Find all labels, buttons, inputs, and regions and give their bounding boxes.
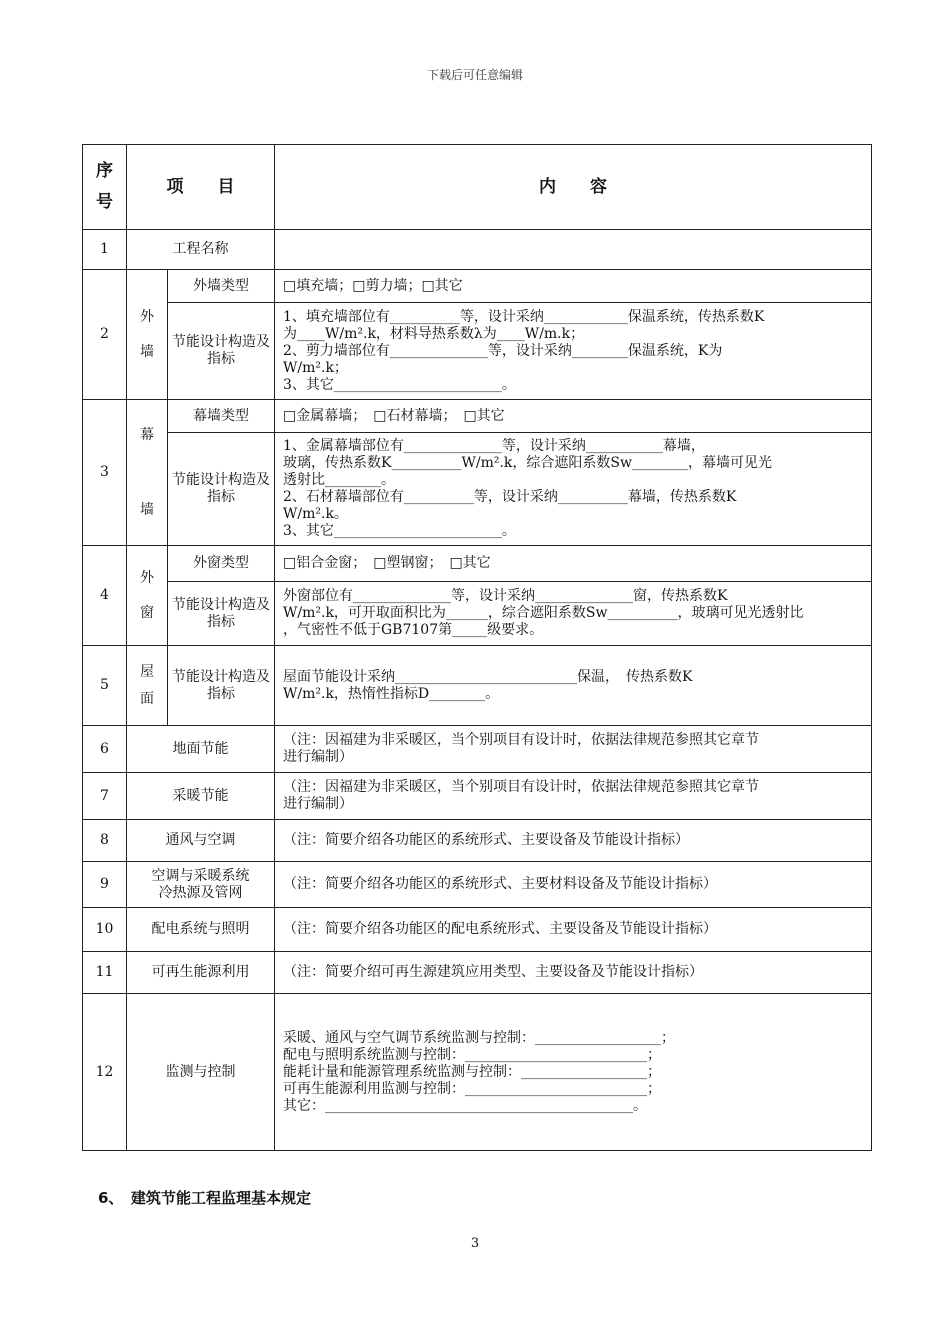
row-sub-label: 幕墙类型 [168,400,275,433]
table-row [83,433,872,546]
row-sub-label: 节能设计构造及指标 [168,433,275,546]
table-row [83,230,872,270]
row-item-label: 可再生能源利用 [127,952,275,994]
row-item-label: 地面节能 [127,726,275,773]
row-design-content: 屋面节能设计采纳__________________________保温， 传热系数K W/m².k，热惰性指标D________。 [275,646,872,726]
row-number: 12 [83,994,127,1151]
table-row [83,773,872,820]
table-row [83,303,872,400]
row-group-label: 幕 墙 [127,400,168,546]
wall-type-options: □填充墙；□剪力墙；□其它 [275,270,872,303]
row-note: （注：因福建为非采暖区，当个别项目有设计时，依据法律规范参照其它章节 进行编制） [275,773,872,820]
row-group-label: 外 窗 [127,546,168,646]
row-note: （注：简要介绍各功能区的系统形式、主要设备及节能设计指标） [275,820,872,862]
row-item-label: 工程名称 [127,230,275,270]
monitoring-control-content: 采暖、通风与空气调节系统监测与控制：__________________； 配电与照明系统监测与控制：__________________________； 能耗计量和能源管理系统监测与控制：__________________； 可再生能源利用监测与控制：__________________________； 其它：____________________________________________。 [275,994,872,1151]
table-row [83,820,872,862]
row-item-label: 监测与控制 [127,994,275,1151]
table-row [83,994,872,1151]
header-seq: 序 号 [83,145,127,230]
row-sub-label: 外墙类型 [168,270,275,303]
header-item: 项 目 [127,145,275,230]
curtain-wall-type-options: □金属幕墙； □石材幕墙； □其它 [275,400,872,433]
row-number: 6 [83,726,127,773]
row-sub-label: 外窗类型 [168,546,275,582]
page-number: 3 [470,1236,480,1251]
table-row [83,646,872,726]
row-note: （注：简要介绍可再生源建筑应用类型、主要设备及节能设计指标） [275,952,872,994]
project-name-value [275,230,872,270]
row-design-content: 外窗部位有______________等，设计采纳______________窗，传热系数K W/m².k，可开取面积比为______，综合遮阳系数Sw__________，玻璃可见光透射比 ，气密性不低于GB7107第_____级要求。 [275,582,872,646]
row-number: 2 [83,270,127,400]
row-number: 8 [83,820,127,862]
table-row [83,862,872,908]
table-row [83,726,872,773]
header-content: 内 容 [275,145,872,230]
row-note: （注：简要介绍各功能区的配电系统形式、主要设备及节能设计指标） [275,908,872,952]
section-title: 6、 建筑节能工程监理基本规定 [98,1189,311,1207]
row-item-label: 采暖节能 [127,773,275,820]
row-design-content: 1、填充墙部位有__________等，设计采纳____________保温系统，传热系数K 为____W/m².k，材料导热系数λ为____W/m.k； 2、剪力墙部位有______________等，设计采纳________保温系统，K为 W/m².k； 3、其它________________________。 [275,303,872,400]
row-number: 5 [83,646,127,726]
row-number: 1 [83,230,127,270]
table-row [83,270,872,303]
header-note: 下载后可任意编辑 [426,68,523,82]
window-type-options: □铝合金窗； □塑钢窗； □其它 [275,546,872,582]
row-number: 9 [83,862,127,908]
table-row [83,582,872,646]
row-design-content: 1、金属幕墙部位有______________等，设计采纳___________幕墙， 玻璃，传热系数K__________W/m².k，综合遮阳系数Sw________，幕墙可见光 透射比________。 2、石材幕墙部位有__________等，设计采纳__________幕墙，传热系数K W/m².k。 3、其它________________________。 [275,433,872,546]
row-number: 3 [83,400,127,546]
energy-saving-design-table [82,144,872,1151]
row-note: （注：简要介绍各功能区的系统形式、主要材料设备及节能设计指标） [275,862,872,908]
table-row [83,546,872,582]
row-number: 10 [83,908,127,952]
row-group-label: 屋 面 [127,646,168,726]
table-row [83,908,872,952]
row-number: 11 [83,952,127,994]
table-row [83,400,872,433]
row-sub-label: 节能设计构造及指标 [168,646,275,726]
row-item-label: 配电系统与照明 [127,908,275,952]
table-header-row [83,145,872,230]
table-row [83,952,872,994]
row-sub-label: 节能设计构造及指标 [168,582,275,646]
row-note: （注：因福建为非采暖区，当个别项目有设计时，依据法律规范参照其它章节 进行编制） [275,726,872,773]
row-number: 7 [83,773,127,820]
row-number: 4 [83,546,127,646]
row-sub-label: 节能设计构造及指标 [168,303,275,400]
row-group-label: 外 墙 [127,270,168,400]
row-item-label: 空调与采暖系统 冷热源及管网 [127,862,275,908]
row-item-label: 通风与空调 [127,820,275,862]
